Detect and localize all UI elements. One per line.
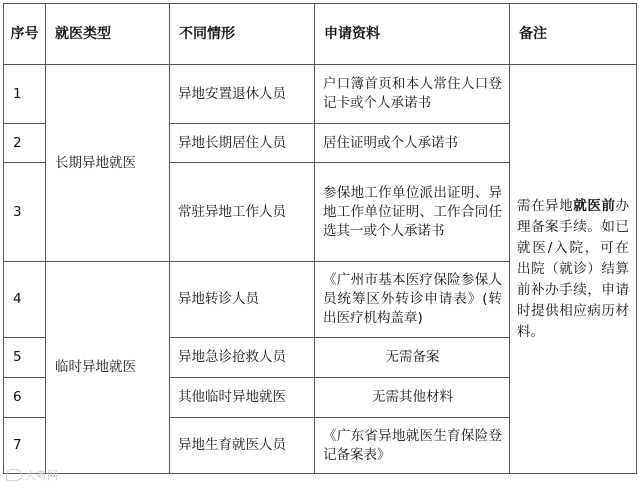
- row-materials: 无需其他材料: [315, 378, 510, 418]
- row-no: 6: [4, 378, 46, 418]
- watermark: [6, 467, 58, 483]
- header-type: 就医类型: [46, 4, 170, 65]
- row-situation: 常驻异地工作人员: [170, 163, 315, 262]
- header-row: [4, 4, 637, 65]
- row-materials: 《广东省异地就医生育保险登记备案表》: [315, 418, 510, 474]
- row-no: 2: [4, 124, 46, 163]
- header-situation: 不同情形: [170, 4, 315, 65]
- row-no: 3: [4, 163, 46, 262]
- row-materials: 《广州市基本医疗保险参保人员统筹区外转诊申请表》(转出医疗机构盖章): [315, 262, 510, 338]
- row-materials: 居住证明或个人承诺书: [315, 124, 510, 163]
- header-materials: 申请资料: [315, 4, 510, 65]
- row-situation: 异地生育就医人员: [170, 418, 315, 474]
- row-no: 4: [4, 262, 46, 338]
- row-situation: 异地安置退休人员: [170, 65, 315, 124]
- remark-bold: 就医前: [573, 197, 616, 214]
- row-no: 5: [4, 338, 46, 378]
- row-materials: 无需备案: [315, 338, 510, 378]
- type-temporary: 临时异地就医: [46, 262, 170, 474]
- row-materials: 户口簿首页和本人常住人口登记卡或个人承诺书: [315, 65, 510, 124]
- row-no: 7: [4, 418, 46, 474]
- row-situation: 异地急诊抢救人员: [170, 338, 315, 378]
- type-long-term: 长期异地就医: [46, 65, 170, 262]
- row-materials: 参保地工作单位派出证明、异地工作单位证明、工作合同任选其一或个人承诺书: [315, 163, 510, 262]
- table-row: [4, 65, 637, 124]
- remark-text-1: 需在异地: [517, 197, 574, 214]
- row-no: 1: [4, 65, 46, 124]
- header-remarks: 备注: [510, 4, 637, 65]
- row-situation: 异地长期居住人员: [170, 124, 315, 163]
- watermark-text: 大粤网: [25, 469, 58, 482]
- watermark-logo-icon: [6, 469, 22, 481]
- remark-text-2: 办理备案手续。如已就医/入院，可在出院（就诊）结算前补办手续，申请时提供相应病历材料。: [517, 197, 630, 340]
- row-situation: 异地转诊人员: [170, 262, 315, 338]
- filing-requirements-table: [3, 3, 637, 474]
- header-no: 序号: [4, 4, 46, 65]
- remarks-cell: [510, 65, 637, 474]
- row-situation: 其他临时异地就医: [170, 378, 315, 418]
